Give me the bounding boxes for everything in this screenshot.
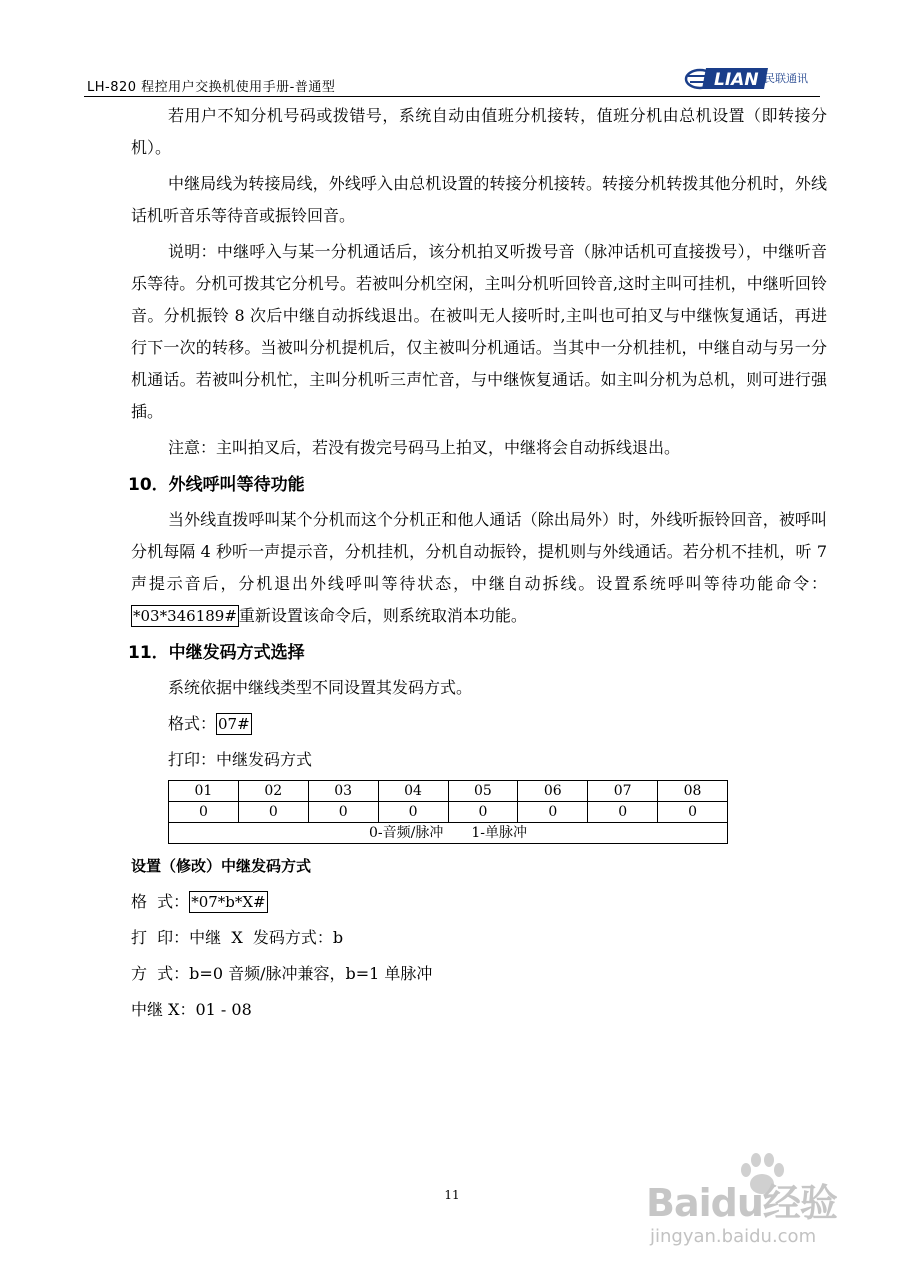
set-trunk-subheading: 设置（修改）中继发码方式 bbox=[131, 857, 312, 875]
table-cell: 0 bbox=[588, 802, 658, 823]
section-10-text-before: 当外线直拨呼叫某个分机而这个分机正和他人通话（除出局外）时，外线听振铃回音，被呼叫分机每隔 4 秒听一声提示音，分机挂机，分机自动振铃，提机则与外线通话。若分机不挂机，听 7 声提示音后，分机退出外线呼叫等待状态，中继自动拆线。设置系统呼叫等待功能命令： bbox=[131, 510, 827, 593]
paragraph-transfer-unknown: 若用户不知分机号码或拨错号，系统自动由值班分机接转，值班分机由总机设置（即转接分机）。 bbox=[131, 106, 827, 157]
trunk-dialing-table bbox=[168, 780, 728, 844]
section-11-heading: 11．中继发码方式选择 bbox=[128, 643, 305, 663]
table-header-row bbox=[169, 781, 728, 802]
page-header bbox=[84, 62, 820, 97]
set-format-label: 格 式： bbox=[131, 892, 190, 911]
logo-wordmark: LIAN bbox=[714, 70, 759, 90]
table-value-row bbox=[169, 802, 728, 823]
manual-title: LH-820 程控用户交换机使用手册-普通型 bbox=[87, 80, 336, 95]
table-cell: 02 bbox=[238, 781, 308, 802]
print-label: 打印：中继发码方式 bbox=[168, 750, 313, 769]
section-10-text-after: 重新设置该命令后，则系统取消本功能。 bbox=[238, 606, 527, 625]
document-body bbox=[128, 100, 827, 1026]
format-code: 07# bbox=[218, 715, 250, 733]
page-number: 11 bbox=[444, 1188, 460, 1202]
format-label: 格式： bbox=[168, 714, 217, 733]
table-cell: 0 bbox=[238, 802, 308, 823]
table-cell: 0 bbox=[518, 802, 588, 823]
table-cell: 07 bbox=[588, 781, 658, 802]
table-cell: 06 bbox=[518, 781, 588, 802]
table-cell: 03 bbox=[308, 781, 378, 802]
paragraph-trunk-transfer: 中继局线为转接局线，外线呼入由总机设置的转接分机接转。转接分机转拨其他分机时，外线话机听音乐等待音或振铃回音。 bbox=[131, 174, 827, 225]
watermark-url: jingyan.baidu.com bbox=[650, 1226, 817, 1247]
section-11-intro: 系统依据中继线类型不同设置其发码方式。 bbox=[168, 678, 473, 697]
table-cell: 08 bbox=[658, 781, 728, 802]
company-logo bbox=[684, 62, 816, 92]
table-legend: 0-音频/脉冲 1-单脉冲 bbox=[169, 823, 728, 844]
format-line bbox=[131, 708, 827, 740]
baidu-watermark bbox=[642, 1150, 862, 1260]
table-legend-row bbox=[169, 823, 728, 844]
table-cell: 01 bbox=[169, 781, 239, 802]
set-trunk-range-line: 中继 X：01 - 08 bbox=[131, 1000, 252, 1019]
table-cell: 05 bbox=[448, 781, 518, 802]
paragraph-note: 注意：主叫拍叉后，若没有拨完号码马上拍叉，中继将会自动拆线退出。 bbox=[168, 438, 681, 457]
table-cell: 04 bbox=[378, 781, 448, 802]
call-waiting-command: *03*346189# bbox=[133, 607, 237, 625]
table-cell: 0 bbox=[308, 802, 378, 823]
set-format-code: *07*b*X# bbox=[191, 893, 266, 911]
section-10-heading: 10．外线呼叫等待功能 bbox=[128, 475, 305, 495]
logo-chinese-name: 民联通讯 bbox=[764, 72, 808, 85]
table-cell: 0 bbox=[378, 802, 448, 823]
watermark-brand: Baidu经验 bbox=[646, 1181, 837, 1225]
set-print-line: 打 印：中继 X 发码方式：b bbox=[131, 928, 344, 947]
paragraph-explanation: 说明：中继呼入与某一分机通话后，该分机拍叉听拨号音（脉冲话机可直接拨号），中继听音乐等待。分机可拨其它分机号。若被叫分机空闲，主叫分机听回铃音,这时主叫可挂机，中继听回铃音。分机振铃 8 次后中继自动拆线退出。在被叫无人接听时,主叫也可拍叉与中继恢复通话，再进行下一次的转移。当被叫分机提机后，仅主被叫分机通话。当其中一分机挂机，中继自动与另一分机通话。若被叫分机忙，主叫分机听三声忙音，与中继恢复通话。如主叫分机为总机，则可进行强插。 bbox=[131, 242, 827, 421]
table-cell: 0 bbox=[448, 802, 518, 823]
section-10-paragraph bbox=[131, 504, 827, 632]
set-format-line bbox=[131, 886, 827, 918]
table-cell: 0 bbox=[169, 802, 239, 823]
set-mode-line: 方 式：b=0 音频/脉冲兼容，b=1 单脉冲 bbox=[131, 964, 433, 983]
table-cell: 0 bbox=[658, 802, 728, 823]
